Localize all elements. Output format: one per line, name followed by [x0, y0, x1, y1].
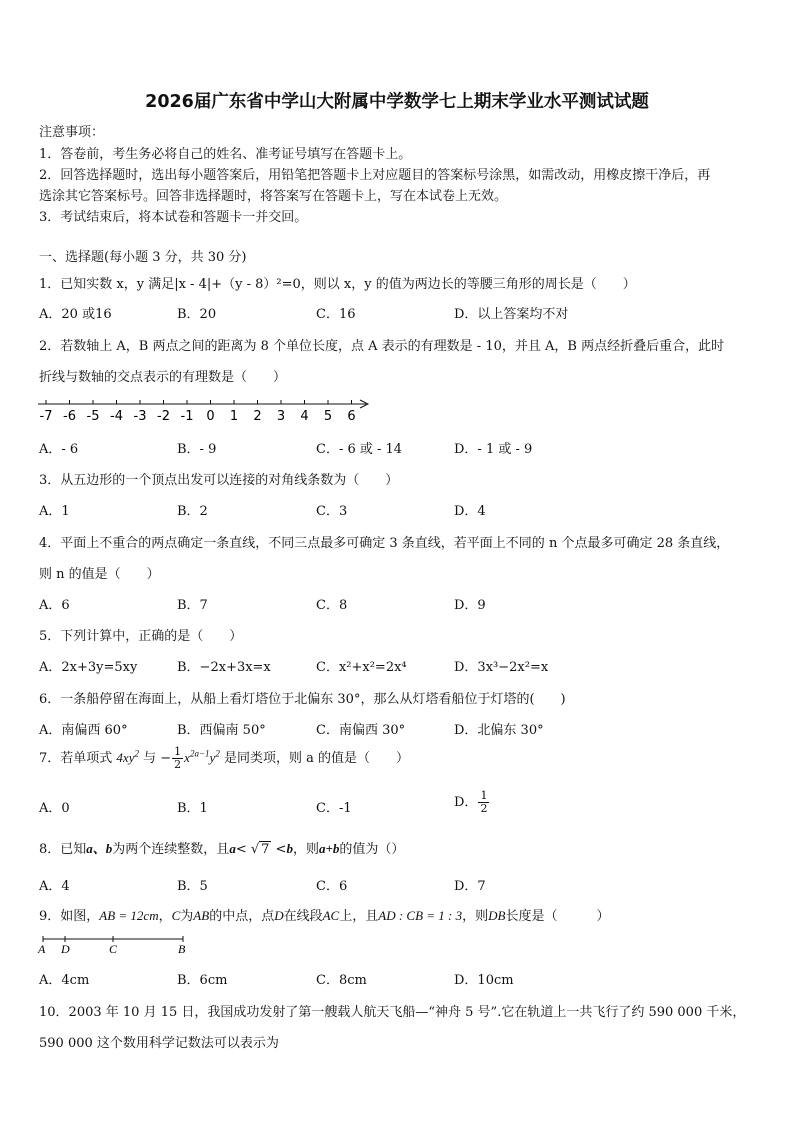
number-line-label: -3: [133, 409, 147, 424]
number-line-label: 3: [276, 409, 286, 424]
option-a: A．- 6: [39, 442, 79, 457]
question-7: [39, 746, 409, 771]
option-c: C．3: [316, 504, 348, 519]
number-line-label: -4: [110, 409, 123, 424]
option-b: B．西偏南 50°: [177, 723, 266, 738]
number-line-label: -7: [39, 409, 53, 424]
option-b: B．−2x+3x=x: [177, 660, 271, 675]
option-d: D．7: [454, 879, 486, 894]
option-b: B．20: [177, 307, 217, 322]
option-d: D．9: [454, 598, 486, 613]
notice-item: 选涂其它答案标号。回答非选择题时，将答案写在答题卡上，写在本试卷上无效。: [39, 189, 508, 204]
option-a: A．南偏西 60°: [39, 723, 128, 738]
option-b: B．5: [177, 879, 208, 894]
q7-prefix: 7．若单项式: [39, 751, 113, 766]
question-9: 9．如图，AB = 12cm，C为AB的中点，点D在线段AC上，且AD : CB = 1 : 3，则DB长度是（ ）: [39, 908, 610, 924]
option-c: C．8: [316, 598, 348, 613]
q7-mid: 与: [143, 751, 157, 766]
option-b: B．1: [177, 801, 208, 816]
question-5: 5．下列计算中，正确的是（ ）: [39, 629, 243, 644]
question-4-line1: 4．平面上不重合的两点确定一条直线，不同三点最多可确定 3 条直线，若平面上不同的 n 个点最多可确定 28 条直线，: [39, 536, 730, 551]
q7-term1: $4xy^2$: [116, 748, 139, 765]
option-d: D．以上答案均不对: [454, 307, 569, 322]
option-c: C．8cm: [316, 973, 367, 988]
option-a: A．6: [39, 598, 70, 613]
option-c: C．-1: [316, 801, 352, 816]
notice-heading: 注意事项：: [39, 125, 105, 140]
question-1: 1．已知实数 x，y 满足|x - 4|+（y - 8）²=0，则以 x，y 的值为两边长的等腰三角形的周长是（ ）: [39, 277, 636, 292]
number-line-label: -5: [86, 409, 100, 424]
option-a: A．20 或16: [39, 307, 112, 322]
number-line-label: -6: [63, 409, 76, 424]
number-line-label: -1: [180, 409, 194, 424]
notice-item: 1．答卷前，考生务必将自己的姓名、准考证号填写在答题卡上。: [39, 147, 412, 162]
question-2-line2: 折线与数轴的交点表示的有理数是（ ）: [39, 370, 287, 385]
option-b: B．7: [177, 598, 208, 613]
section-heading: 一、选择题(每小题 3 分，共 30 分): [39, 250, 247, 265]
option-a: A．0: [39, 801, 70, 816]
q7-suffix: 是同类项，则 a 的值是（ ）: [223, 751, 409, 766]
question-2-line1: 2．若数轴上 A，B 两点之间的距离为 8 个单位长度，点 A 表示的有理数是 - 10，并且 A，B 两点经折叠后重合，此时: [39, 339, 725, 354]
question-10-line1: 10．2003 年 10 月 15 日，我国成功发射了第一艘载人航天飞船—“神舟 5 号”.它在轨道上一共飞行了约 590 000 千米，: [39, 1005, 746, 1020]
option-b: B．6cm: [177, 973, 228, 988]
point-label-a: A: [38, 942, 46, 956]
option-c: C．x²+x²=2x⁴: [316, 660, 407, 675]
number-line-label: 1: [229, 409, 239, 424]
question-10-line2: 590 000 这个数用科学记数法可以表示为: [39, 1036, 279, 1051]
option-a: A．4: [39, 879, 70, 894]
option-a: A．4cm: [39, 973, 90, 988]
option-d: D．北偏东 30°: [454, 723, 544, 738]
number-line-label: 6: [347, 409, 356, 424]
number-line-label: 5: [323, 409, 333, 424]
option-a: A．2x+3y=5xy: [39, 660, 138, 675]
point-label-b: B: [178, 942, 186, 956]
number-line-label: 0: [206, 409, 215, 424]
number-line-label: 2: [253, 409, 262, 424]
segment-diagram: [37, 933, 197, 957]
option-c: C．6: [316, 879, 348, 894]
option-d: D．- 1 或 - 9: [454, 442, 533, 457]
option-a: A．1: [39, 504, 70, 519]
option-c: C．16: [316, 307, 356, 322]
question-4-line2: 则 n 的值是（ ）: [39, 567, 160, 582]
q7-term2: − $\frac{1}{2}$ $x^{2a-1}y^2$: [160, 745, 220, 771]
number-line-label: 4: [300, 409, 309, 424]
page-title: 2026届广东省中学山大附属中学数学七上期末学业水平测试试题: [145, 92, 649, 112]
number-line-label: -2: [157, 409, 170, 424]
notice-item: 3．考试结束后，将本试卷和答题卡一并交回。: [39, 210, 308, 225]
question-3: 3．从五边形的一个顶点出发可以连接的对角线条数为（ ）: [39, 473, 399, 488]
point-label-c: C: [109, 942, 118, 956]
option-d: D．3x³−2x²=x: [454, 660, 549, 675]
option-b: B．2: [177, 504, 208, 519]
option-c: C．- 6 或 - 14: [316, 442, 403, 457]
option-d: D．10cm: [454, 973, 514, 988]
notice-item: 2．回答选择题时，选出每小题答案后，用铅笔把答题卡上对应题目的答案标号涂黑，如需改动，用橡皮擦干净后，再: [39, 168, 711, 183]
option-d: D． $\frac{1}{2}$: [454, 789, 488, 815]
option-b: B．- 9: [177, 442, 217, 457]
number-line: [36, 395, 376, 425]
option-d: D．4: [454, 504, 486, 519]
option-c: C．南偏西 30°: [316, 723, 406, 738]
question-6: 6．一条船停留在海面上，从船上看灯塔位于北偏东 30°，那么从灯塔看船位于灯塔的( ): [39, 692, 566, 707]
question-8: 8．已知a、b为两个连续整数，且a< √ 7 <b，则a+b的值为（）: [39, 841, 405, 857]
point-label-d: D: [61, 942, 70, 956]
